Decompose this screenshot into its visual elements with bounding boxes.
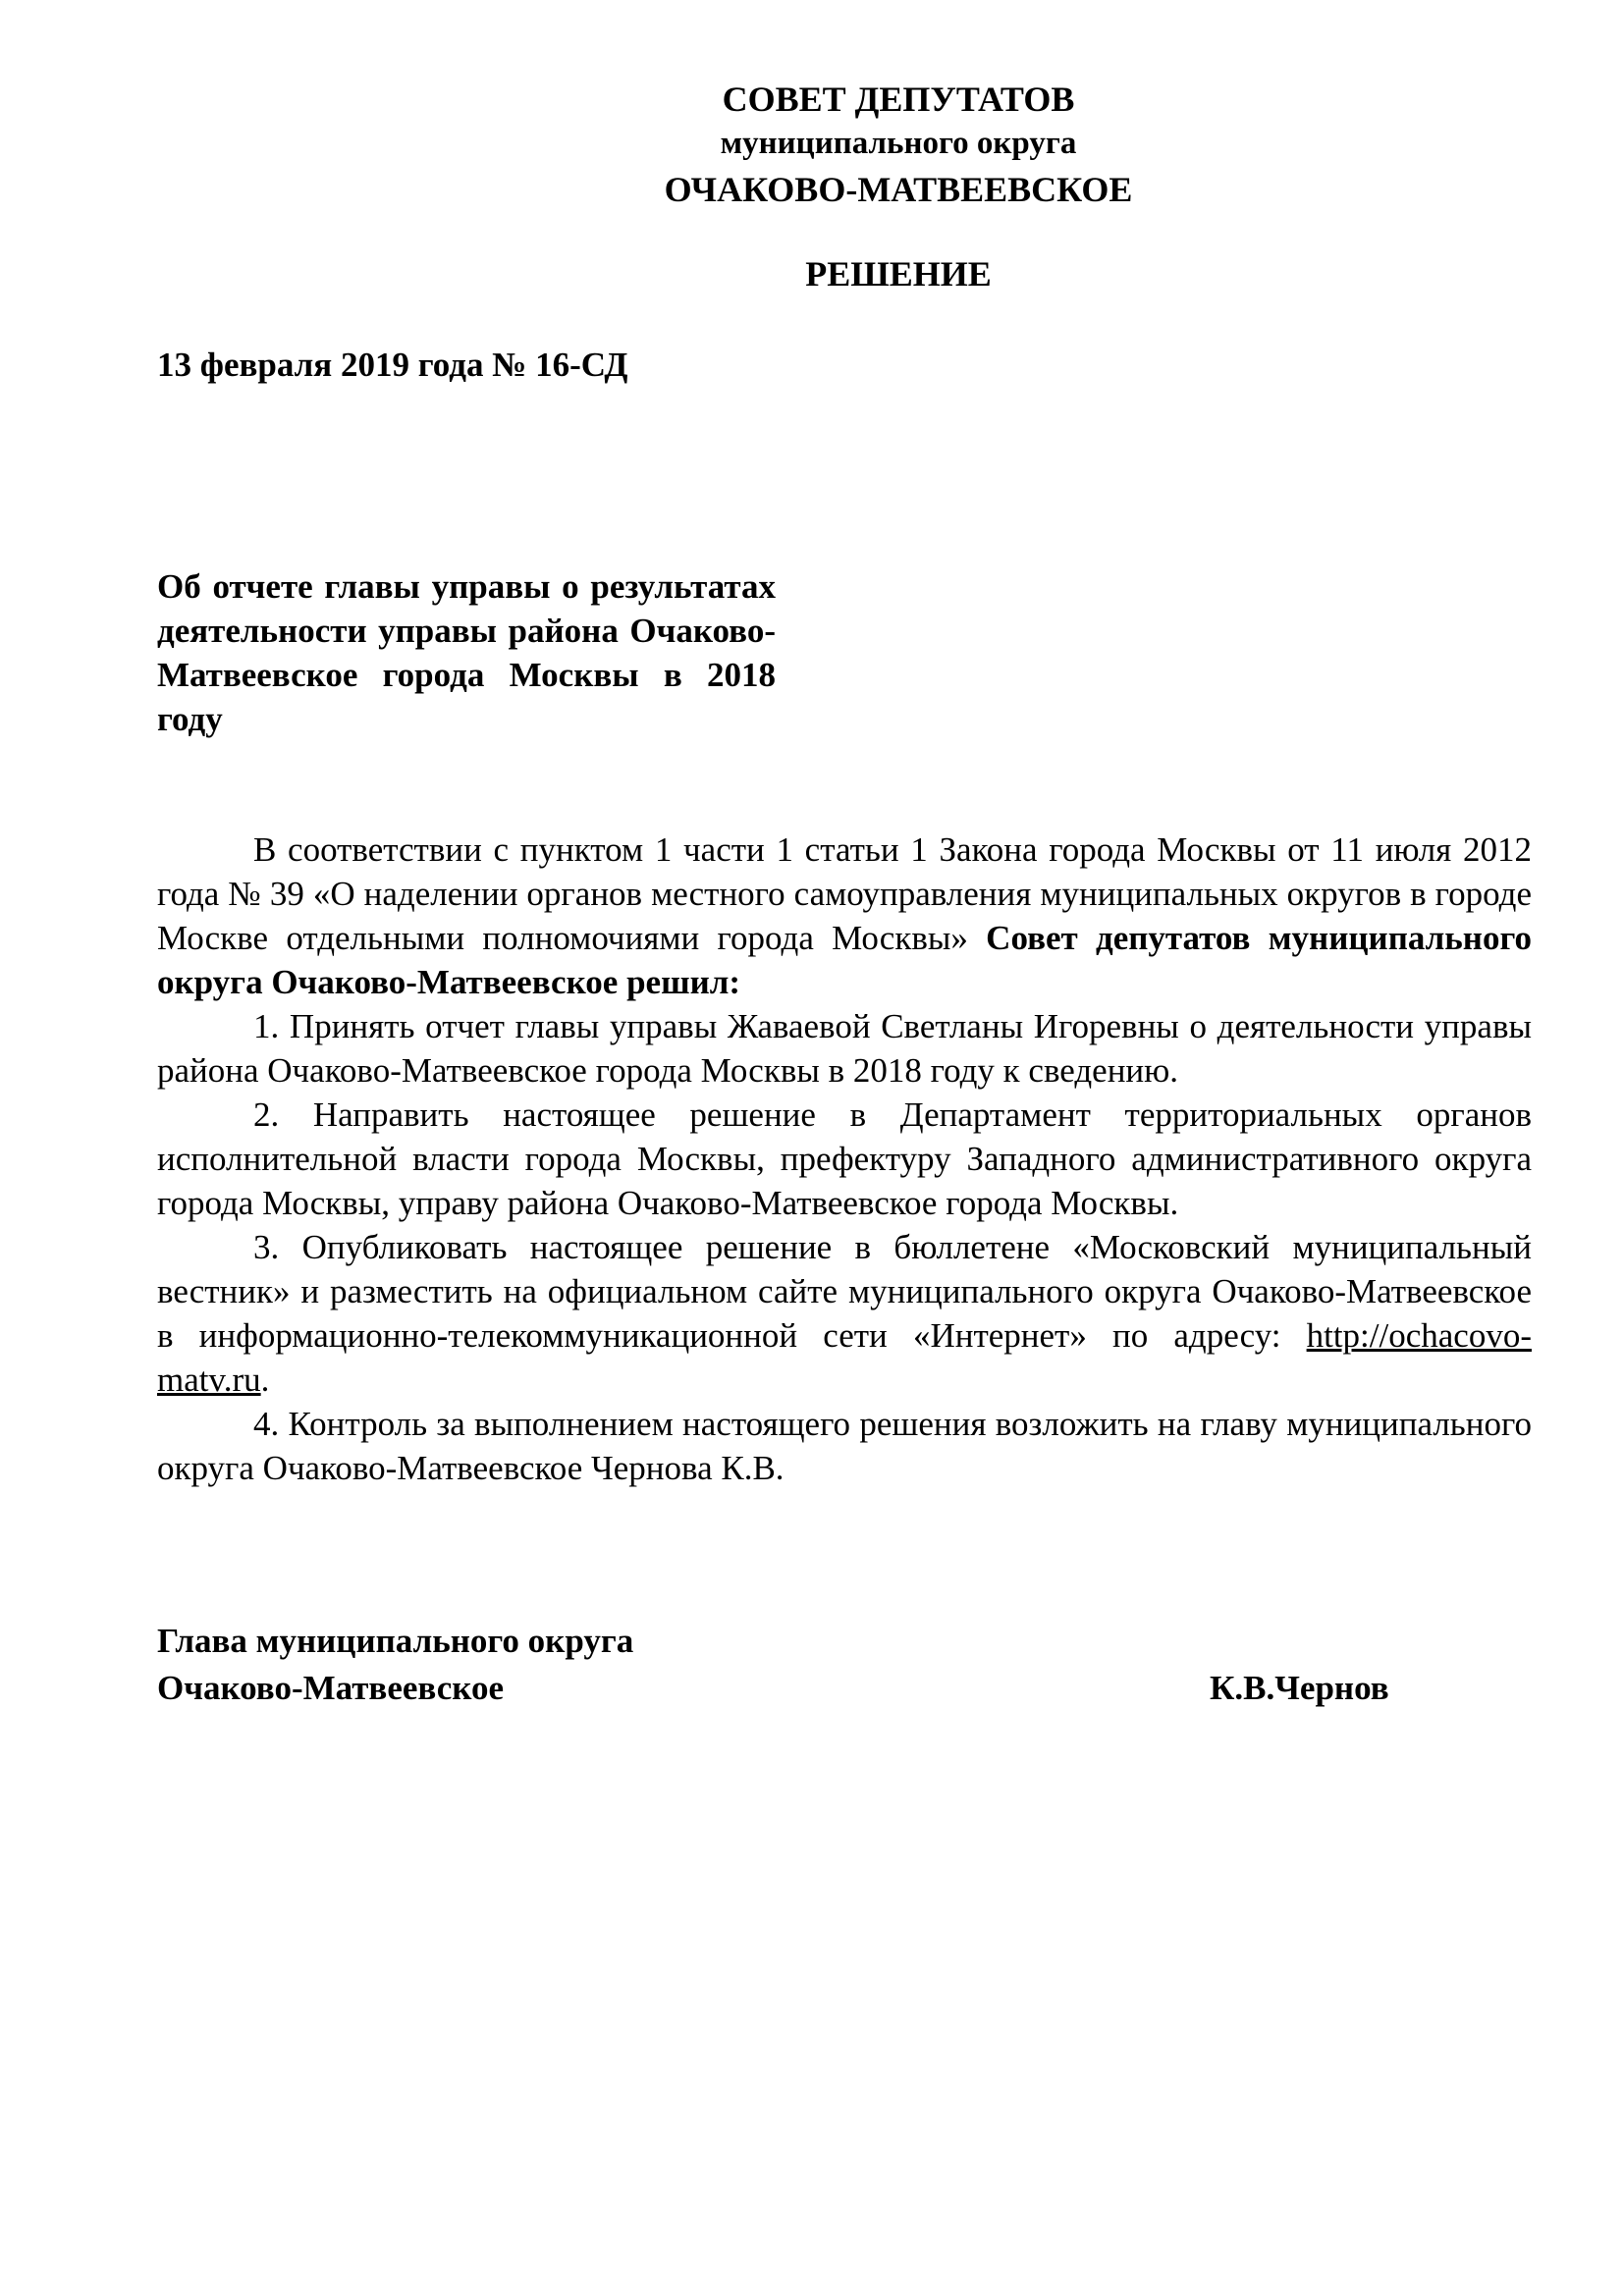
preamble-resolution: Совет депутатов муниципального округа Очаково-Матвеевское решил: xyxy=(157,919,1532,1001)
item-2: 2. Направить настоящее решение в Департамент территориальных органов исполнительной власти города Москвы, префектуру Западного административного округа города Москвы, управу района Очаково-Матвеевское города Москвы. xyxy=(157,1095,1532,1222)
council-title: СОВЕТ ДЕПУТАТОВ xyxy=(722,80,1075,119)
website-link[interactable]: http://ochacovo-matv.ru xyxy=(157,1316,1532,1399)
signatory-name: К.В.Чернов xyxy=(1210,1669,1389,1707)
subject-heading: Об отчете главы управы о результатах деятельности управы района Очаково-Матвеевское города Москвы в 2018 году xyxy=(157,567,776,738)
date-and-number: 13 февраля 2019 года № 16-СД xyxy=(157,346,628,384)
item-1: 1. Принять отчет главы управы Жаваевой Светланы Игоревны о деятельности управы района Очаково-Матвеевское города Москвы в 2018 году к сведению. xyxy=(157,1007,1532,1090)
item-3-end: . xyxy=(260,1361,270,1399)
document-type: РЕШЕНИЕ xyxy=(805,254,992,294)
item-4: 4. Контроль за выполнением настоящего решения возложить на главу муниципального округа Очаково-Матвеевское Чернова К.В. xyxy=(157,1405,1532,1487)
item-3 xyxy=(157,1225,1532,1402)
preamble-text: В соответствии с пунктом 1 части 1 статьи 1 Закона города Москвы от 11 июля 2012 года № 39 «О наделении органов местного самоуправления муниципальных округов в городе Москве отдельными полномочиями города Москвы» xyxy=(157,830,1532,957)
signatory-title-line2: Очаково-Матвеевское xyxy=(157,1669,505,1707)
signatory-title-line1: Глава муниципального округа xyxy=(157,1622,634,1660)
council-subtitle: муниципального округа xyxy=(720,126,1077,161)
item-3-text: 3. Опубликовать настоящее решение в бюллетене «Московский муниципальный вестник» и разместить на официальном сайте муниципального округа Очаково-Матвеевское в информационно-телекоммуникационной сети «Интернет» по адресу: xyxy=(157,1228,1532,1355)
signatory-title xyxy=(157,1618,633,1712)
preamble-paragraph xyxy=(157,828,1532,1004)
district-name: ОЧАКОВО-МАТВЕЕВСКОЕ xyxy=(664,170,1133,209)
document-body xyxy=(157,828,1532,1490)
